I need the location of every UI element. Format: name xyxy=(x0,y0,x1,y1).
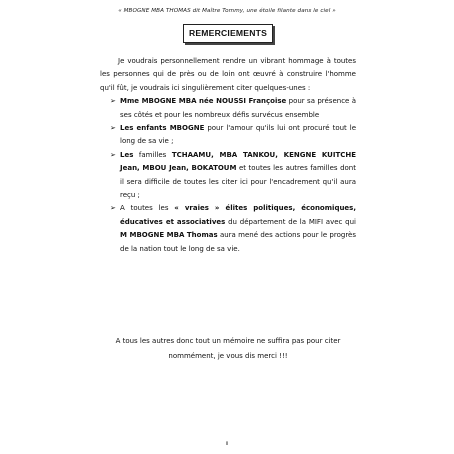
arrow-bullet-icon: ➢ xyxy=(110,124,116,133)
list-item xyxy=(110,149,356,203)
closing-line: A tous les autres donc tout un mémoire ne suffira pas pour citer xyxy=(115,337,341,345)
item-text: pour sa présence à ses côtés et pour les nombreux défis survécus ensemble xyxy=(120,97,356,119)
list-item xyxy=(110,95,356,122)
closing-line: nommément, je vous dis merci !!! xyxy=(168,352,288,360)
section-title: REMERCIEMENTS xyxy=(183,24,273,43)
item-text: familles xyxy=(133,150,172,159)
list-item xyxy=(110,202,356,256)
body-text xyxy=(100,55,356,256)
bold-name: Les xyxy=(120,150,134,159)
item-text: du département de la MIFI avec qui xyxy=(225,217,356,226)
arrow-bullet-icon: ➢ xyxy=(110,97,116,106)
bold-name: Mme MBOGNE MBA née NOUSSI Françoise xyxy=(120,97,287,106)
closing-paragraph xyxy=(96,334,360,364)
arrow-bullet-icon: ➢ xyxy=(110,204,116,213)
item-text: pour l'amour qu'ils lui ont procuré tout le long de sa vie ; xyxy=(120,124,356,146)
intro-paragraph: Je voudrais personnellement rendre un vibrant hommage à toutes les personnes qui de près ou de loin ont œuvré à construire l'homme qu'il fût, je voudrais ici singulièrement citer quelques-unes : xyxy=(100,57,356,92)
bold-name: TCHAAMU, MBA TANKOU, KENGNE KUITCHE Jean, MBOU Jean, BOKATOUM xyxy=(120,150,356,173)
acknowledgement-list xyxy=(100,95,356,256)
bold-name: Les enfants MBOGNE xyxy=(120,124,205,133)
arrow-bullet-icon: ➢ xyxy=(110,150,116,159)
list-item xyxy=(110,122,356,149)
item-text: aura mené des actions pour le progrès de la nation tout le long de sa vie. xyxy=(120,231,357,253)
bold-name: « vraies » élites politiques, économiques, éducatives et associatives xyxy=(120,204,357,226)
item-text: A toutes les xyxy=(120,204,175,213)
running-header: « MBOGNE MBA THOMAS dit Maître Tommy, une étoile filante dans le ciel » xyxy=(118,8,336,14)
page-number: ii xyxy=(225,441,229,447)
bold-name: M MBOGNE MBA Thomas xyxy=(120,231,218,240)
item-text: et toutes les autres familles dont il sera difficile de toutes les citer ici pour l'encadrement qu'il aura reçu ; xyxy=(120,164,356,200)
